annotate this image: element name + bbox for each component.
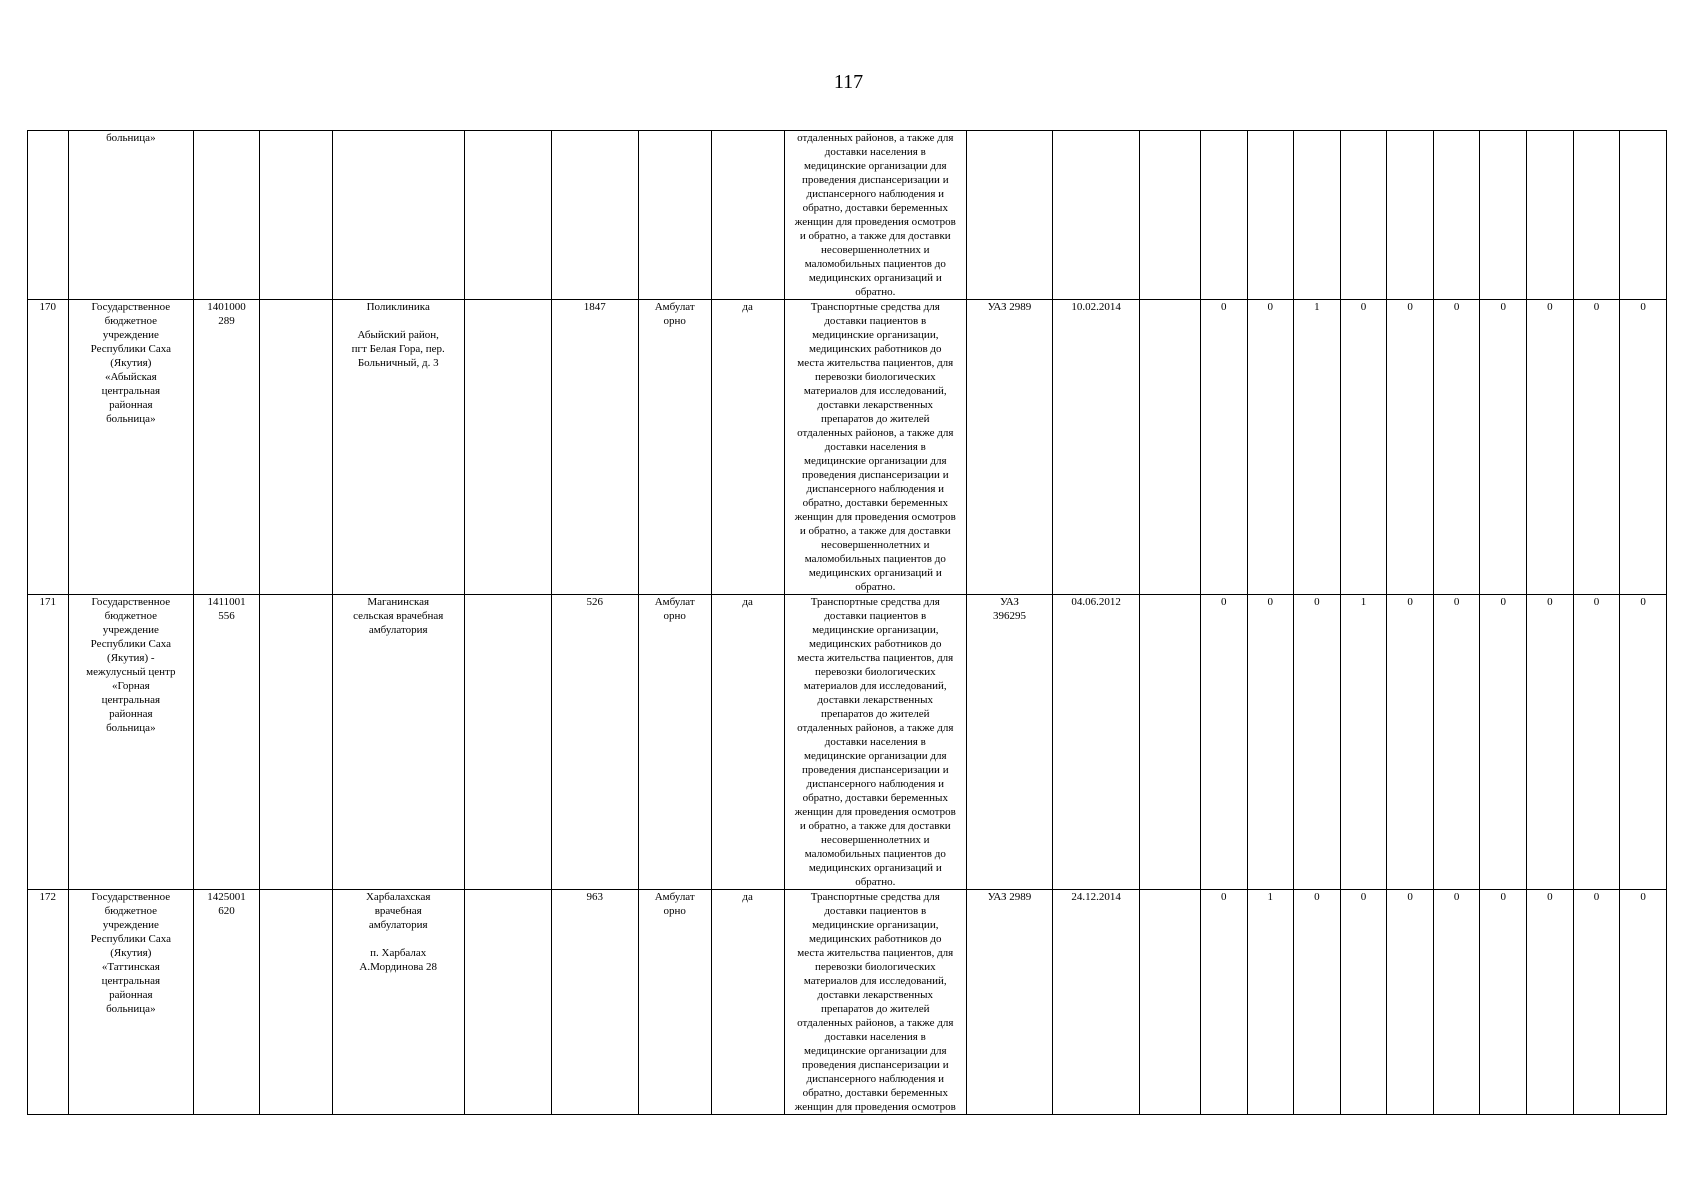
vehicle-model: [966, 595, 1052, 890]
count-cell: [1527, 131, 1574, 300]
need-flag-text: да: [742, 596, 753, 608]
count-cell: [1200, 131, 1247, 300]
count-cell: 0: [1573, 890, 1620, 1115]
count-cell: 1: [1294, 300, 1341, 595]
empty-cell: [464, 300, 551, 595]
unit-address: [332, 595, 464, 890]
purpose-description: [784, 890, 966, 1115]
organization-name-text: больница»: [106, 132, 156, 144]
row-number: [28, 300, 69, 595]
empty-cell: [259, 300, 332, 595]
population-count: [551, 131, 638, 300]
count-cell: 0: [1620, 300, 1667, 595]
count-cell: [1573, 131, 1620, 300]
row-number-text: 170: [39, 301, 56, 313]
count-cell: 0: [1433, 595, 1480, 890]
count-cell: 0: [1247, 595, 1294, 890]
population-count: [551, 300, 638, 595]
organization-name-text: Государственное бюджетное учреждение Республики Саха (Якутия) «Таттинская центральная районная больница»: [90, 891, 172, 1015]
table-row: [28, 890, 1667, 1115]
purpose-description-text: Транспортные средства для доставки пациентов в медицинские организации, медицинских работников до места жительства пациентов, для перевозки биологических материалов для исследований, доставки лекарственных препаратов до жителей отдаленных районов, а также для доставки населения в медицинские организации для проведения диспансеризации и диспансерного наблюдения и обратно, доставки беременных женщин для проведения осмотров и обратно, а также для доставки несовершеннолетних и маломобильных пациентов до медицинских организаций и обратно.: [794, 596, 956, 888]
count-cell: [1340, 131, 1387, 300]
count-cell: 1: [1247, 890, 1294, 1115]
vehicle-table: [27, 130, 1667, 1115]
count-cell: 0: [1527, 890, 1574, 1115]
care-type: [638, 595, 711, 890]
count-cell: 0: [1573, 595, 1620, 890]
org-code-text: 1425001 620: [207, 891, 246, 917]
registration-date: [1053, 595, 1140, 890]
count-cell: 0: [1620, 890, 1667, 1115]
org-code-text: 1401000 289: [207, 301, 246, 327]
population-count-text: 526: [586, 596, 603, 608]
organization-name-text: Государственное бюджетное учреждение Республики Саха (Якутия) «Абыйская центральная районная больница»: [90, 301, 172, 425]
row-number-text: 172: [39, 891, 56, 903]
need-flag-text: да: [742, 301, 753, 313]
count-cell: 0: [1387, 890, 1434, 1115]
count-cell: 0: [1200, 890, 1247, 1115]
unit-address-text: Поликлиника Абыйский район, пгт Белая Гора, пер. Больничный, д. 3: [351, 301, 445, 369]
count-cell: 0: [1200, 595, 1247, 890]
org-code: [194, 890, 260, 1115]
registration-date-text: 10.02.2014: [1071, 301, 1121, 313]
count-cell: 0: [1527, 595, 1574, 890]
need-flag: [711, 131, 784, 300]
vehicle-model-text: УАЗ 2989: [987, 891, 1032, 903]
purpose-description: [784, 595, 966, 890]
registration-date-text: 24.12.2014: [1071, 891, 1121, 903]
organization-name: [68, 595, 194, 890]
vehicle-model: [966, 131, 1052, 300]
row-number: [28, 890, 69, 1115]
table-row: [28, 300, 1667, 595]
empty-cell: [1140, 890, 1201, 1115]
unit-address: [332, 300, 464, 595]
count-cell: 0: [1527, 300, 1574, 595]
organization-name: [68, 300, 194, 595]
count-cell: 0: [1387, 595, 1434, 890]
care-type-text: Амбулат орно: [654, 891, 695, 917]
count-cell: 0: [1433, 890, 1480, 1115]
registration-date: [1053, 300, 1140, 595]
count-cell: 0: [1200, 300, 1247, 595]
count-cell: [1620, 131, 1667, 300]
org-code: [194, 131, 260, 300]
org-code: [194, 595, 260, 890]
row-number-text: 171: [39, 596, 56, 608]
population-count-text: 963: [586, 891, 603, 903]
row-number: [28, 131, 69, 300]
population-count-text: 1847: [583, 301, 606, 313]
organization-name-text: Государственное бюджетное учреждение Республики Саха (Якутия) - межулусный центр «Горная центральная районная больница»: [86, 596, 176, 734]
registration-date: [1053, 890, 1140, 1115]
care-type-text: Амбулат орно: [654, 596, 695, 622]
purpose-description-text: Транспортные средства для доставки пациентов в медицинские организации, медицинских работников до места жительства пациентов, для перевозки биологических материалов для исследований, доставки лекарственных препаратов до жителей отдаленных районов, а также для доставки населения в медицинские организации для проведения диспансеризации и диспансерного наблюдения и обратно, доставки беременных женщин для проведения осмотров и обратно, а также для доставки несовершеннолетних и маломобильных пациентов до медицинских организаций и обратно.: [794, 301, 956, 593]
count-cell: 0: [1294, 890, 1341, 1115]
population-count: [551, 890, 638, 1115]
need-flag-text: да: [742, 891, 753, 903]
org-code: [194, 300, 260, 595]
need-flag: [711, 300, 784, 595]
vehicle-model: [966, 300, 1052, 595]
registration-date-text: 04.06.2012: [1071, 596, 1121, 608]
purpose-description: [784, 131, 966, 300]
empty-cell: [464, 595, 551, 890]
empty-cell: [259, 595, 332, 890]
organization-name: [68, 131, 194, 300]
org-code-text: 1411001 556: [207, 596, 246, 622]
unit-address: [332, 131, 464, 300]
unit-address-text: Маганинская сельская врачебная амбулатория: [353, 596, 444, 636]
vehicle-model-text: УАЗ 396295: [992, 596, 1026, 622]
care-type-text: Амбулат орно: [654, 301, 695, 327]
count-cell: 0: [1247, 300, 1294, 595]
purpose-description-text: Транспортные средства для доставки пациентов в медицинские организации, медицинских работников до места жительства пациентов, для перевозки биологических материалов для исследований, доставки лекарственных препаратов до жителей отдаленных районов, а также для доставки населения в медицинские организации для проведения диспансеризации и диспансерного наблюдения и обратно, доставки беременных женщин для проведения осмотров: [794, 891, 956, 1113]
unit-address: [332, 890, 464, 1115]
count-cell: 0: [1480, 300, 1527, 595]
care-type: [638, 131, 711, 300]
vehicle-model-text: УАЗ 2989: [987, 301, 1032, 313]
table-row: [28, 595, 1667, 890]
page-number: 117: [833, 71, 864, 93]
count-cell: [1387, 131, 1434, 300]
count-cell: 0: [1340, 890, 1387, 1115]
empty-cell: [259, 890, 332, 1115]
count-cell: 0: [1387, 300, 1434, 595]
need-flag: [711, 595, 784, 890]
organization-name: [68, 890, 194, 1115]
purpose-description: [784, 300, 966, 595]
empty-cell: [1140, 595, 1201, 890]
count-cell: 0: [1573, 300, 1620, 595]
empty-cell: [464, 890, 551, 1115]
care-type: [638, 890, 711, 1115]
count-cell: [1433, 131, 1480, 300]
count-cell: 0: [1620, 595, 1667, 890]
empty-cell: [1140, 300, 1201, 595]
count-cell: 0: [1340, 300, 1387, 595]
count-cell: [1480, 131, 1527, 300]
purpose-description-text: отдаленных районов, а также для доставки населения в медицинские организации для проведения диспансеризации и диспансерного наблюдения и обратно, доставки беременных женщин для проведения осмотров и обратно, а также для доставки несовершеннолетних и маломобильных пациентов до медицинских организаций и обратно.: [794, 132, 956, 298]
count-cell: 0: [1433, 300, 1480, 595]
empty-cell: [1140, 131, 1201, 300]
count-cell: 1: [1340, 595, 1387, 890]
need-flag: [711, 890, 784, 1115]
count-cell: 0: [1480, 595, 1527, 890]
empty-cell: [259, 131, 332, 300]
registration-date: [1053, 131, 1140, 300]
vehicle-model: [966, 890, 1052, 1115]
count-cell: [1294, 131, 1341, 300]
unit-address-text: Харбалахская врачебная амбулатория п. Харбалах А.Мординова 28: [359, 891, 438, 973]
care-type: [638, 300, 711, 595]
count-cell: 0: [1294, 595, 1341, 890]
table-row: [28, 131, 1667, 300]
count-cell: [1247, 131, 1294, 300]
row-number: [28, 595, 69, 890]
population-count: [551, 595, 638, 890]
empty-cell: [464, 131, 551, 300]
count-cell: 0: [1480, 890, 1527, 1115]
